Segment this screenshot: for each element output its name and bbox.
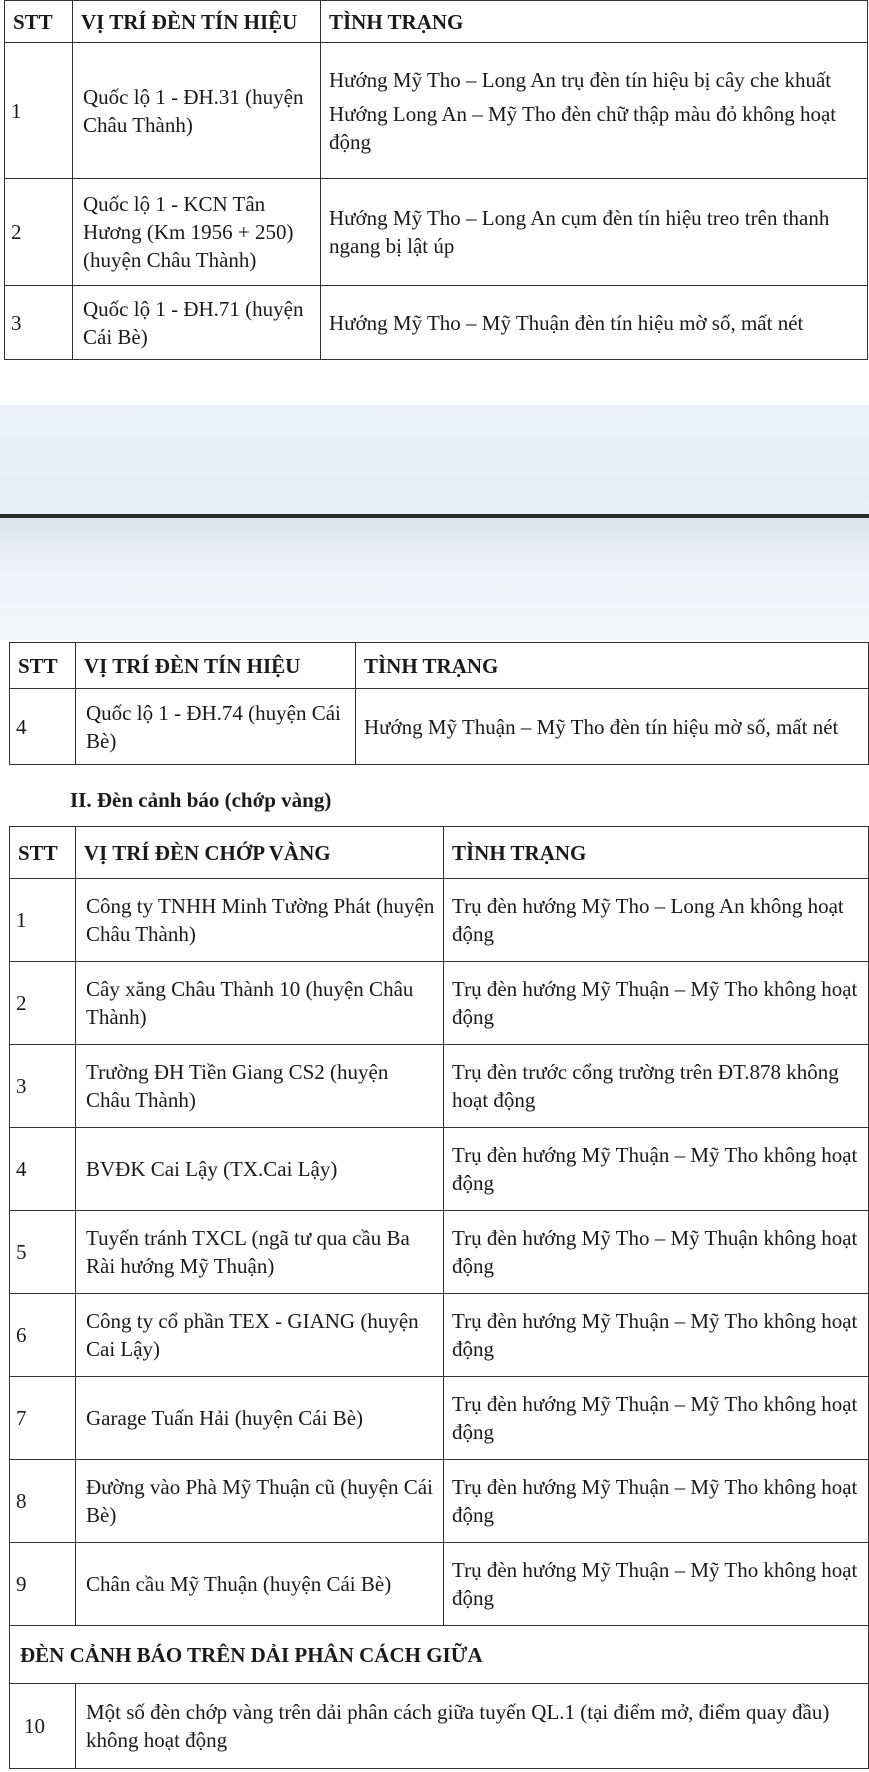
table-row [10,1460,869,1543]
row-status-line: Hướng Mỹ Tho – Long An trụ đèn tín hiệu bị cây che khuất [329,67,832,92]
header-status: TÌNH TRẠNG [444,827,869,879]
row-description: Một số đèn chớp vàng trên dải phân cách giữa tuyến QL.1 (tại điểm mở, điểm quay đầu) không hoạt động [76,1684,869,1769]
table-row [10,1128,869,1211]
row-status: Trụ đèn hướng Mỹ Thuận – Mỹ Tho không hoạt động [444,1543,869,1626]
row-location: Quốc lộ 1 - ĐH.31 (huyện Châu Thành) [73,43,321,179]
section-row-median-lights [10,1626,869,1684]
row-status: Hướng Mỹ Tho – Long An cụm đèn tín hiệu treo trên thanh ngang bị lật úp [321,179,868,286]
table-header-row [10,827,869,879]
header-status: TÌNH TRẠNG [321,1,868,43]
row-stt: 5 [10,1211,76,1294]
row-status: Trụ đèn hướng Mỹ Tho – Long An không hoạt động [444,879,869,962]
row-stt: 10 [10,1684,76,1769]
row-status: Trụ đèn hướng Mỹ Thuận – Mỹ Tho không hoạt động [444,1460,869,1543]
table-header-row [10,643,869,689]
row-location: Trường ĐH Tiền Giang CS2 (huyện Châu Thành) [76,1045,444,1128]
signal-light-table-1 [4,0,868,360]
section-row-title: ĐÈN CẢNH BÁO TRÊN DẢI PHÂN CÁCH GIỮA [10,1626,869,1684]
table-row [10,879,869,962]
table-row [10,1543,869,1626]
row-status: Trụ đèn hướng Mỹ Thuận – Mỹ Tho không hoạt động [444,1128,869,1211]
row-status: Trụ đèn trước cổng trường trên ĐT.878 không hoạt động [444,1045,869,1128]
row-location: BVĐK Cai Lậy (TX.Cai Lậy) [76,1128,444,1211]
row-stt: 8 [10,1460,76,1543]
table-row [10,1211,869,1294]
row-location: Cây xăng Châu Thành 10 (huyện Châu Thành) [76,962,444,1045]
row-stt: 3 [10,1045,76,1128]
signal-light-table-2 [9,642,869,765]
row-stt: 2 [10,962,76,1045]
row-stt: 2 [5,179,73,286]
table-header-row [5,1,868,43]
row-status [321,43,868,179]
table-row [10,1684,869,1769]
row-status: Trụ đèn hướng Mỹ Tho – Mỹ Thuận không hoạt động [444,1211,869,1294]
row-status: Hướng Mỹ Tho – Mỹ Thuận đèn tín hiệu mờ số, mất nét [321,286,868,360]
header-location: VỊ TRÍ ĐÈN TÍN HIỆU [76,643,356,689]
row-status-line: Hướng Long An – Mỹ Tho đèn chữ thập màu đỏ không hoạt động [329,101,837,154]
row-location: Chân cầu Mỹ Thuận (huyện Cái Bè) [76,1543,444,1626]
row-location: Quốc lộ 1 - ĐH.74 (huyện Cái Bè) [76,689,356,765]
row-location: Quốc lộ 1 - KCN Tân Hương (Km 1956 + 250) (huyện Châu Thành) [73,179,321,286]
row-stt: 1 [5,43,73,179]
table-row [10,962,869,1045]
row-status: Trụ đèn hướng Mỹ Thuận – Mỹ Tho không hoạt động [444,962,869,1045]
row-location: Quốc lộ 1 - ĐH.71 (huyện Cái Bè) [73,286,321,360]
header-stt: STT [10,643,76,689]
row-location: Tuyến tránh TXCL (ngã tư qua cầu Ba Rài hướng Mỹ Thuận) [76,1211,444,1294]
row-stt: 6 [10,1294,76,1377]
section-heading-warning-lights: II. Đèn cảnh báo (chớp vàng) [70,788,332,812]
row-location: Công ty TNHH Minh Tường Phát (huyện Châu Thành) [76,879,444,962]
header-location: VỊ TRÍ ĐÈN TÍN HIỆU [73,1,321,43]
row-location: Công ty cổ phần TEX - GIANG (huyện Cai Lậy) [76,1294,444,1377]
row-status: Trụ đèn hướng Mỹ Thuận – Mỹ Tho không hoạt động [444,1377,869,1460]
header-stt: STT [5,1,73,43]
row-stt: 3 [5,286,73,360]
table-row [10,689,869,765]
table-row [5,179,868,286]
table-row [10,1045,869,1128]
header-status: TÌNH TRẠNG [356,643,869,689]
header-stt: STT [10,827,76,879]
table-row [10,1377,869,1460]
row-stt: 9 [10,1543,76,1626]
row-status: Trụ đèn hướng Mỹ Thuận – Mỹ Tho không hoạt động [444,1294,869,1377]
row-stt: 4 [10,1128,76,1211]
row-status: Hướng Mỹ Thuận – Mỹ Tho đèn tín hiệu mờ số, mất nét [356,689,869,765]
row-stt: 4 [10,689,76,765]
row-location: Garage Tuấn Hải (huyện Cái Bè) [76,1377,444,1460]
table-row [10,1294,869,1377]
row-stt: 7 [10,1377,76,1460]
row-location: Đường vào Phà Mỹ Thuận cũ (huyện Cái Bè) [76,1460,444,1543]
page-break-shade [0,518,869,568]
warning-light-table [9,826,869,1769]
row-stt: 1 [10,879,76,962]
table-row [5,286,868,360]
header-location: VỊ TRÍ ĐÈN CHỚP VÀNG [76,827,444,879]
table-row [5,43,868,179]
